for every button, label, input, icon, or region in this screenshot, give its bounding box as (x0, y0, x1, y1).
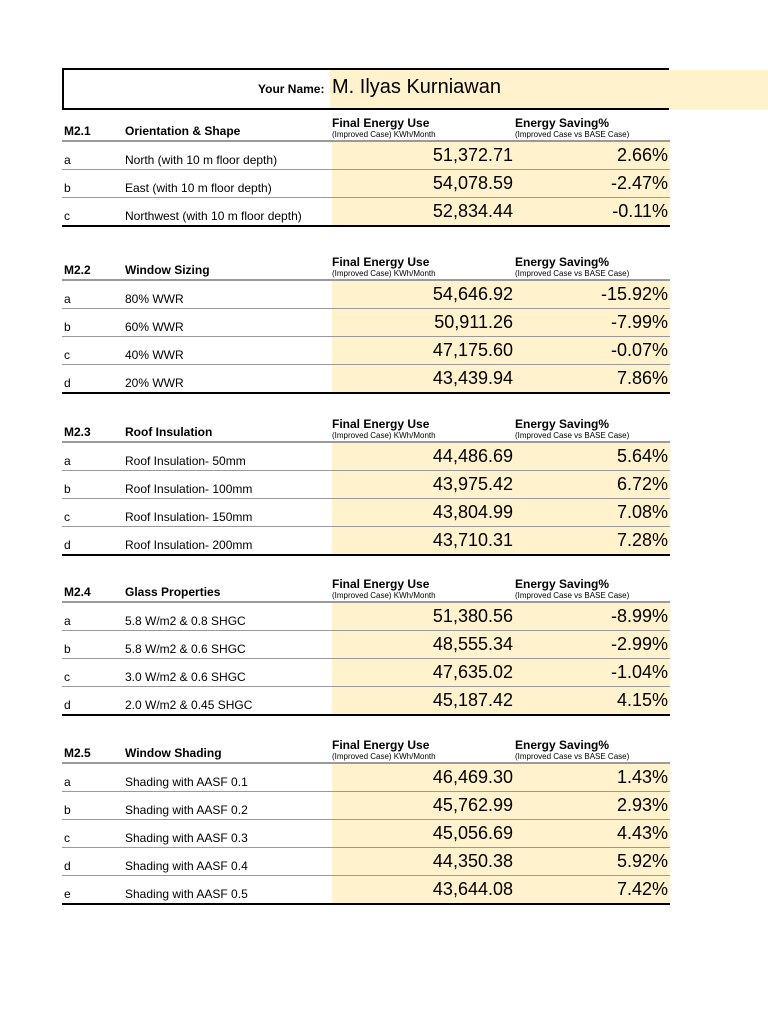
row-letter: a (64, 292, 71, 306)
saving-value[interactable]: 7.08% (515, 499, 670, 526)
saving-value[interactable]: -15.92% (515, 281, 670, 308)
section-header (62, 112, 670, 142)
row-letter: d (64, 538, 71, 552)
section-title: Glass Properties (125, 585, 221, 599)
row-description: 40% WWR (125, 348, 184, 362)
section-id: M2.1 (64, 124, 91, 138)
table-row (62, 527, 670, 556)
energy-column-header (332, 418, 436, 441)
saving-column-subtitle: (Improved Case vs BASE Case) (515, 130, 630, 139)
energy-value[interactable]: 43,804.99 (332, 499, 515, 526)
saving-column-subtitle: (Improved Case vs BASE Case) (515, 269, 630, 278)
table-row (62, 142, 670, 170)
table-row (62, 603, 670, 631)
table-row (62, 876, 670, 905)
table-row (62, 443, 670, 471)
energy-value[interactable]: 47,175.60 (332, 337, 515, 364)
saving-column-title: Energy Saving% (515, 116, 610, 130)
row-letter: b (64, 482, 71, 496)
energy-column-header (332, 117, 436, 140)
row-letter: c (64, 510, 70, 524)
row-description: Roof Insulation- 150mm (125, 510, 253, 524)
energy-value[interactable]: 43,439.94 (332, 365, 515, 392)
section-rows (62, 443, 670, 556)
row-letter: e (64, 887, 71, 901)
saving-value[interactable]: 1.43% (515, 764, 670, 791)
saving-value[interactable]: -0.11% (515, 198, 670, 225)
energy-value[interactable]: 44,486.69 (332, 443, 515, 470)
section-id: M2.3 (64, 425, 91, 439)
name-label: Your Name: (258, 82, 325, 96)
energy-value[interactable]: 45,187.42 (332, 687, 515, 714)
row-description: Roof Insulation- 100mm (125, 482, 253, 496)
energy-value[interactable]: 50,911.26 (332, 309, 515, 336)
section-header (62, 734, 670, 764)
row-letter: b (64, 803, 71, 817)
section-title: Orientation & Shape (125, 124, 241, 138)
saving-value[interactable]: 2.93% (515, 792, 670, 819)
row-letter: d (64, 859, 71, 873)
row-letter: a (64, 775, 71, 789)
saving-column-header (515, 117, 629, 140)
row-letter: b (64, 642, 71, 656)
saving-value[interactable]: -2.47% (515, 170, 670, 197)
table-row (62, 820, 670, 848)
section-id: M2.4 (64, 585, 91, 599)
row-description: 20% WWR (125, 376, 184, 390)
saving-value[interactable]: -2.99% (515, 631, 670, 658)
energy-column-title: Final Energy Use (332, 738, 430, 752)
table-row (62, 848, 670, 876)
energy-value[interactable]: 45,056.69 (332, 820, 515, 847)
energy-column-title: Final Energy Use (332, 417, 430, 431)
row-description: 60% WWR (125, 320, 184, 334)
energy-column-subtitle: (Improved Case) KWh/Month (332, 591, 436, 600)
saving-column-title: Energy Saving% (515, 255, 610, 269)
energy-column-subtitle: (Improved Case) KWh/Month (332, 130, 436, 139)
table-row (62, 499, 670, 527)
table-row (62, 659, 670, 687)
row-letter: a (64, 614, 71, 628)
energy-value[interactable]: 54,646.92 (332, 281, 515, 308)
saving-column-header (515, 578, 629, 601)
table-row (62, 281, 670, 309)
row-description: Shading with AASF 0.2 (125, 803, 248, 817)
row-letter: a (64, 153, 71, 167)
row-description: Roof Insulation- 200mm (125, 538, 253, 552)
saving-value[interactable]: -7.99% (515, 309, 670, 336)
saving-value[interactable]: 7.42% (515, 876, 670, 903)
row-description: Shading with AASF 0.1 (125, 775, 248, 789)
row-description: 5.8 W/m2 & 0.6 SHGC (125, 642, 246, 656)
saving-column-subtitle: (Improved Case vs BASE Case) (515, 431, 630, 440)
table-row (62, 792, 670, 820)
section-header (62, 251, 670, 281)
saving-column-title: Energy Saving% (515, 738, 610, 752)
energy-value[interactable]: 51,380.56 (332, 603, 515, 630)
section-m2-4 (62, 573, 670, 716)
saving-column-title: Energy Saving% (515, 577, 610, 591)
table-row (62, 687, 670, 716)
table-row (62, 198, 670, 227)
row-description: 2.0 W/m2 & 0.45 SHGC (125, 698, 253, 712)
energy-column-header (332, 739, 436, 762)
section-title: Window Sizing (125, 263, 210, 277)
energy-value[interactable]: 54,078.59 (332, 170, 515, 197)
section-rows (62, 281, 670, 394)
energy-column-subtitle: (Improved Case) KWh/Month (332, 752, 436, 761)
energy-value[interactable]: 46,469.30 (332, 764, 515, 791)
row-letter: a (64, 454, 71, 468)
row-description: Shading with AASF 0.4 (125, 859, 248, 873)
saving-column-subtitle: (Improved Case vs BASE Case) (515, 752, 630, 761)
energy-value[interactable]: 43,644.08 (332, 876, 515, 903)
section-header (62, 413, 670, 443)
name-value[interactable]: M. Ilyas Kurniawan (332, 76, 501, 98)
section-m2-5 (62, 734, 670, 905)
energy-column-header (332, 578, 436, 601)
saving-value[interactable]: 5.64% (515, 443, 670, 470)
table-row (62, 471, 670, 499)
section-id: M2.2 (64, 263, 91, 277)
section-header (62, 573, 670, 603)
row-description: Roof Insulation- 50mm (125, 454, 246, 468)
section-m2-2 (62, 251, 670, 394)
row-description: East (with 10 m floor depth) (125, 181, 272, 195)
energy-value[interactable]: 52,834.44 (332, 198, 515, 225)
saving-value[interactable]: -8.99% (515, 603, 670, 630)
section-title: Window Shading (125, 746, 222, 760)
name-row (62, 68, 768, 114)
energy-value[interactable]: 44,350.38 (332, 848, 515, 875)
saving-value[interactable]: -1.04% (515, 659, 670, 686)
energy-value[interactable]: 43,710.31 (332, 527, 515, 554)
energy-value[interactable]: 43,975.42 (332, 471, 515, 498)
saving-value[interactable]: 4.43% (515, 820, 670, 847)
row-description: 80% WWR (125, 292, 184, 306)
section-rows (62, 764, 670, 905)
energy-column-title: Final Energy Use (332, 255, 430, 269)
row-letter: c (64, 348, 70, 362)
row-description: Shading with AASF 0.3 (125, 831, 248, 845)
saving-value[interactable]: -0.07% (515, 337, 670, 364)
table-row (62, 764, 670, 792)
table-row (62, 309, 670, 337)
saving-column-header (515, 418, 629, 441)
energy-column-title: Final Energy Use (332, 116, 430, 130)
saving-column-subtitle: (Improved Case vs BASE Case) (515, 591, 630, 600)
table-row (62, 337, 670, 365)
energy-value[interactable]: 51,372.71 (332, 142, 515, 169)
row-description: 5.8 W/m2 & 0.8 SHGC (125, 614, 246, 628)
saving-value[interactable]: 7.86% (515, 365, 670, 392)
row-description: Northwest (with 10 m floor depth) (125, 209, 302, 223)
saving-value[interactable]: 2.66% (515, 142, 670, 169)
row-description: Shading with AASF 0.5 (125, 887, 248, 901)
section-id: M2.5 (64, 746, 91, 760)
saving-column-title: Energy Saving% (515, 417, 610, 431)
energy-value[interactable]: 45,762.99 (332, 792, 515, 819)
saving-value[interactable]: 6.72% (515, 471, 670, 498)
row-letter: b (64, 181, 71, 195)
row-letter: c (64, 209, 70, 223)
section-title: Roof Insulation (125, 425, 213, 439)
saving-column-header (515, 256, 629, 279)
energy-column-title: Final Energy Use (332, 577, 430, 591)
section-m2-1 (62, 112, 670, 227)
saving-value[interactable]: 4.15% (515, 687, 670, 714)
energy-column-subtitle: (Improved Case) KWh/Month (332, 269, 436, 278)
saving-column-header (515, 739, 629, 762)
table-row (62, 170, 670, 198)
table-row (62, 631, 670, 659)
row-letter: c (64, 670, 70, 684)
row-description: North (with 10 m floor depth) (125, 153, 278, 167)
table-row (62, 365, 670, 394)
row-description: 3.0 W/m2 & 0.6 SHGC (125, 670, 246, 684)
saving-value[interactable]: 7.28% (515, 527, 670, 554)
section-rows (62, 603, 670, 716)
energy-value[interactable]: 47,635.02 (332, 659, 515, 686)
row-letter: b (64, 320, 71, 334)
section-m2-3 (62, 413, 670, 556)
row-letter: c (64, 831, 70, 845)
saving-value[interactable]: 5.92% (515, 848, 670, 875)
energy-column-subtitle: (Improved Case) KWh/Month (332, 431, 436, 440)
energy-value[interactable]: 48,555.34 (332, 631, 515, 658)
section-rows (62, 142, 670, 227)
row-letter: d (64, 698, 71, 712)
energy-column-header (332, 256, 436, 279)
row-letter: d (64, 376, 71, 390)
